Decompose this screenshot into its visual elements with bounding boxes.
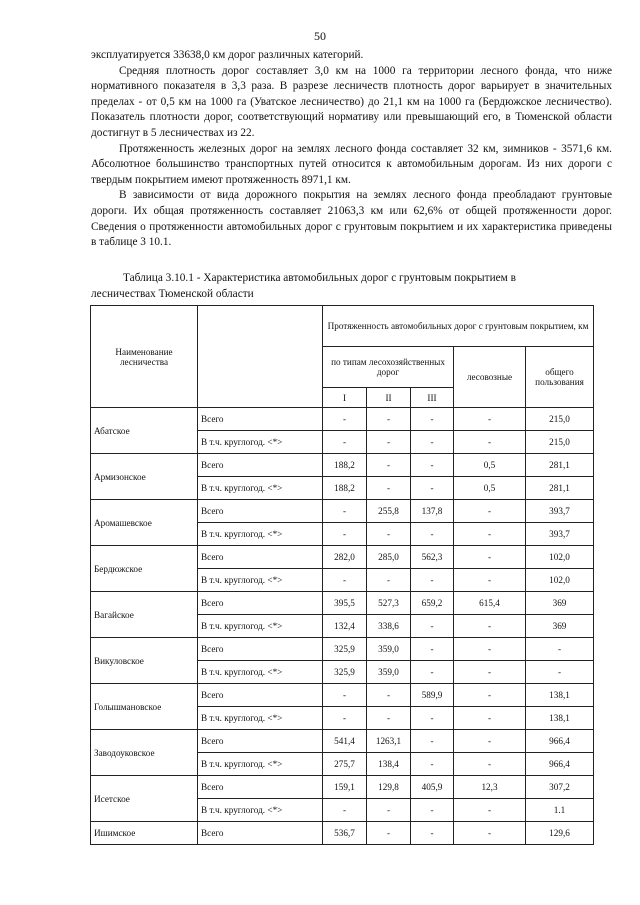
value-cell: -: [411, 799, 454, 822]
table-row: [91, 638, 594, 661]
table-row: [91, 454, 594, 477]
value-cell: 138,1: [526, 707, 594, 730]
forestry-name: Исетское: [91, 776, 198, 822]
table-row: [91, 500, 594, 523]
value-cell: -: [367, 523, 411, 546]
forestry-name: Армизонское: [91, 454, 198, 500]
value-cell: 307,2: [526, 776, 594, 799]
paragraph: В зависимости от вида дорожного покрытия на землях лесного фонда преобладают грунтовые дороги. Их общая протяженность составляет 21063,3 км или 62,6% от общей протяженности дорог. Сведения о протяженности автомобильных дорог с грунтовым покрытием и их характеристика приведены в таблице 3 10.1.: [91, 189, 612, 249]
value-cell: 325,9: [323, 638, 367, 661]
value-cell: -: [454, 615, 526, 638]
value-cell: 615,4: [454, 592, 526, 615]
header-extent: Протяженность автомобильных дорог с грунтовым покрытием, км: [323, 306, 594, 347]
value-cell: 275,7: [323, 753, 367, 776]
value-cell: -: [323, 684, 367, 707]
table-row: [91, 822, 594, 845]
value-cell: -: [367, 707, 411, 730]
value-cell: 281,1: [526, 477, 594, 500]
value-cell: -: [411, 638, 454, 661]
table-row: [91, 592, 594, 615]
value-cell: 102,0: [526, 569, 594, 592]
forestry-name: Вагайское: [91, 592, 198, 638]
row-kind: В т.ч. круглогод. <*>: [198, 615, 323, 638]
value-cell: 393,7: [526, 523, 594, 546]
value-cell: 188,2: [323, 477, 367, 500]
value-cell: 536,7: [323, 822, 367, 845]
value-cell: 405,9: [411, 776, 454, 799]
row-kind: В т.ч. круглогод. <*>: [198, 753, 323, 776]
value-cell: -: [367, 431, 411, 454]
value-cell: 188,2: [323, 454, 367, 477]
row-kind: В т.ч. круглогод. <*>: [198, 523, 323, 546]
value-cell: 255,8: [367, 500, 411, 523]
value-cell: -: [367, 569, 411, 592]
value-cell: 338,6: [367, 615, 411, 638]
value-cell: -: [323, 707, 367, 730]
value-cell: 1263,1: [367, 730, 411, 753]
page-number: 50: [314, 29, 326, 43]
value-cell: 659,2: [411, 592, 454, 615]
row-kind: Всего: [198, 454, 323, 477]
value-cell: -: [411, 730, 454, 753]
forestry-name: Ишимское: [91, 822, 198, 845]
header-empty: [198, 306, 323, 408]
value-cell: 589,9: [411, 684, 454, 707]
row-kind: В т.ч. круглогод. <*>: [198, 799, 323, 822]
value-cell: 966,4: [526, 730, 594, 753]
value-cell: -: [454, 500, 526, 523]
value-cell: 966,4: [526, 753, 594, 776]
value-cell: -: [454, 799, 526, 822]
caption-line: Таблица 3.10.1 - Характеристика автомобильных дорог с грунтовым покрытием в: [123, 272, 516, 284]
value-cell: 527,3: [367, 592, 411, 615]
value-cell: -: [323, 431, 367, 454]
value-cell: -: [367, 454, 411, 477]
value-cell: 395,5: [323, 592, 367, 615]
value-cell: 132,4: [323, 615, 367, 638]
value-cell: 137,8: [411, 500, 454, 523]
header-category-1: I: [323, 388, 367, 408]
value-cell: -: [454, 569, 526, 592]
value-cell: -: [323, 408, 367, 431]
value-cell: -: [411, 408, 454, 431]
row-kind: В т.ч. круглогод. <*>: [198, 569, 323, 592]
value-cell: -: [367, 684, 411, 707]
value-cell: 12,3: [454, 776, 526, 799]
value-cell: 282,0: [323, 546, 367, 569]
row-kind: Всего: [198, 638, 323, 661]
header-public: общего пользования: [526, 347, 594, 408]
header-by-type: по типам лесохозяйственных дорог: [323, 347, 454, 388]
value-cell: -: [454, 523, 526, 546]
forestry-name: Голышмановское: [91, 684, 198, 730]
value-cell: 285,0: [367, 546, 411, 569]
value-cell: -: [367, 822, 411, 845]
forestry-name: Аромашевское: [91, 500, 198, 546]
value-cell: -: [526, 661, 594, 684]
value-cell: -: [454, 638, 526, 661]
value-cell: -: [411, 615, 454, 638]
value-cell: -: [454, 822, 526, 845]
row-kind: Всего: [198, 776, 323, 799]
paragraph: Средняя плотность дорог составляет 3,0 км на 1000 га территории лесного фонда, что ниже нормативного показателя в 3,3 раза. В разрезе лесничеств плотность дорог варьирует в значительных пределах - от 0,5 км на 1000 га (Уватское лесничество) до 21,1 км на 1000 га (Бердюжское лесничество). Показатель плотности дорог, соответствующий нормативу или превышающий его, в Тюменской области достигнут в 5 лесничествах из 22.: [91, 64, 612, 139]
value-cell: -: [526, 638, 594, 661]
value-cell: 541,4: [323, 730, 367, 753]
value-cell: -: [454, 707, 526, 730]
row-kind: Всего: [198, 500, 323, 523]
row-kind: В т.ч. круглогод. <*>: [198, 477, 323, 500]
value-cell: 138,1: [526, 684, 594, 707]
value-cell: -: [411, 523, 454, 546]
value-cell: -: [411, 822, 454, 845]
row-kind: В т.ч. круглогод. <*>: [198, 431, 323, 454]
caption-line: лесничествах Тюменской области: [91, 287, 254, 300]
value-cell: 0,5: [454, 477, 526, 500]
value-cell: 325,9: [323, 661, 367, 684]
row-kind: Всего: [198, 730, 323, 753]
value-cell: -: [454, 661, 526, 684]
table-row: [91, 776, 594, 799]
value-cell: -: [411, 431, 454, 454]
value-cell: 281,1: [526, 454, 594, 477]
value-cell: -: [454, 753, 526, 776]
value-cell: -: [323, 569, 367, 592]
value-cell: 129,8: [367, 776, 411, 799]
value-cell: -: [367, 799, 411, 822]
forestry-name: Абатское: [91, 408, 198, 454]
value-cell: 129,6: [526, 822, 594, 845]
row-kind: Всего: [198, 684, 323, 707]
value-cell: -: [454, 431, 526, 454]
row-kind: Всего: [198, 546, 323, 569]
value-cell: -: [454, 546, 526, 569]
table-row: [91, 730, 594, 753]
value-cell: -: [411, 707, 454, 730]
value-cell: 159,1: [323, 776, 367, 799]
value-cell: 102,0: [526, 546, 594, 569]
table-caption: [91, 271, 612, 302]
value-cell: -: [323, 799, 367, 822]
row-kind: В т.ч. круглогод. <*>: [198, 661, 323, 684]
value-cell: -: [323, 523, 367, 546]
value-cell: -: [454, 408, 526, 431]
forestry-name: Заводоуковское: [91, 730, 198, 776]
table-row: [91, 408, 594, 431]
header-category-3: III: [411, 388, 454, 408]
value-cell: -: [411, 477, 454, 500]
value-cell: 359,0: [367, 661, 411, 684]
forestry-name: Бердюжское: [91, 546, 198, 592]
header-forest-haul: лесовозные: [454, 347, 526, 408]
value-cell: 369: [526, 615, 594, 638]
value-cell: -: [454, 730, 526, 753]
table-row: [91, 684, 594, 707]
value-cell: 215,0: [526, 431, 594, 454]
row-kind: Всего: [198, 408, 323, 431]
value-cell: 0,5: [454, 454, 526, 477]
value-cell: 215,0: [526, 408, 594, 431]
forestry-name: Викуловское: [91, 638, 198, 684]
value-cell: -: [323, 500, 367, 523]
value-cell: -: [411, 454, 454, 477]
value-cell: 1.1: [526, 799, 594, 822]
paragraph: Протяженность железных дорог на землях лесного фонда составляет 32 км, зимников - 3571,6 км. Абсолютное большинство транспортных путей относится к автомобильным дорогам. Из них дороги с твердым покрытием имеют протяженность 8971,1 км.: [91, 142, 612, 186]
value-cell: 369: [526, 592, 594, 615]
value-cell: 562,3: [411, 546, 454, 569]
value-cell: -: [367, 477, 411, 500]
value-cell: -: [411, 661, 454, 684]
row-kind: В т.ч. круглогод. <*>: [198, 707, 323, 730]
value-cell: -: [411, 753, 454, 776]
roads-table: [90, 305, 594, 845]
row-kind: Всего: [198, 592, 323, 615]
value-cell: 393,7: [526, 500, 594, 523]
value-cell: -: [454, 684, 526, 707]
header-forestry-name: Наименование лесничества: [91, 306, 198, 408]
table-row: [91, 546, 594, 569]
paragraph: эксплуатируется 33638,0 км дорог различных категорий.: [91, 49, 364, 61]
header-category-2: II: [367, 388, 411, 408]
row-kind: Всего: [198, 822, 323, 845]
body-text: [91, 48, 612, 251]
value-cell: 359,0: [367, 638, 411, 661]
value-cell: 138,4: [367, 753, 411, 776]
value-cell: -: [367, 408, 411, 431]
value-cell: -: [411, 569, 454, 592]
